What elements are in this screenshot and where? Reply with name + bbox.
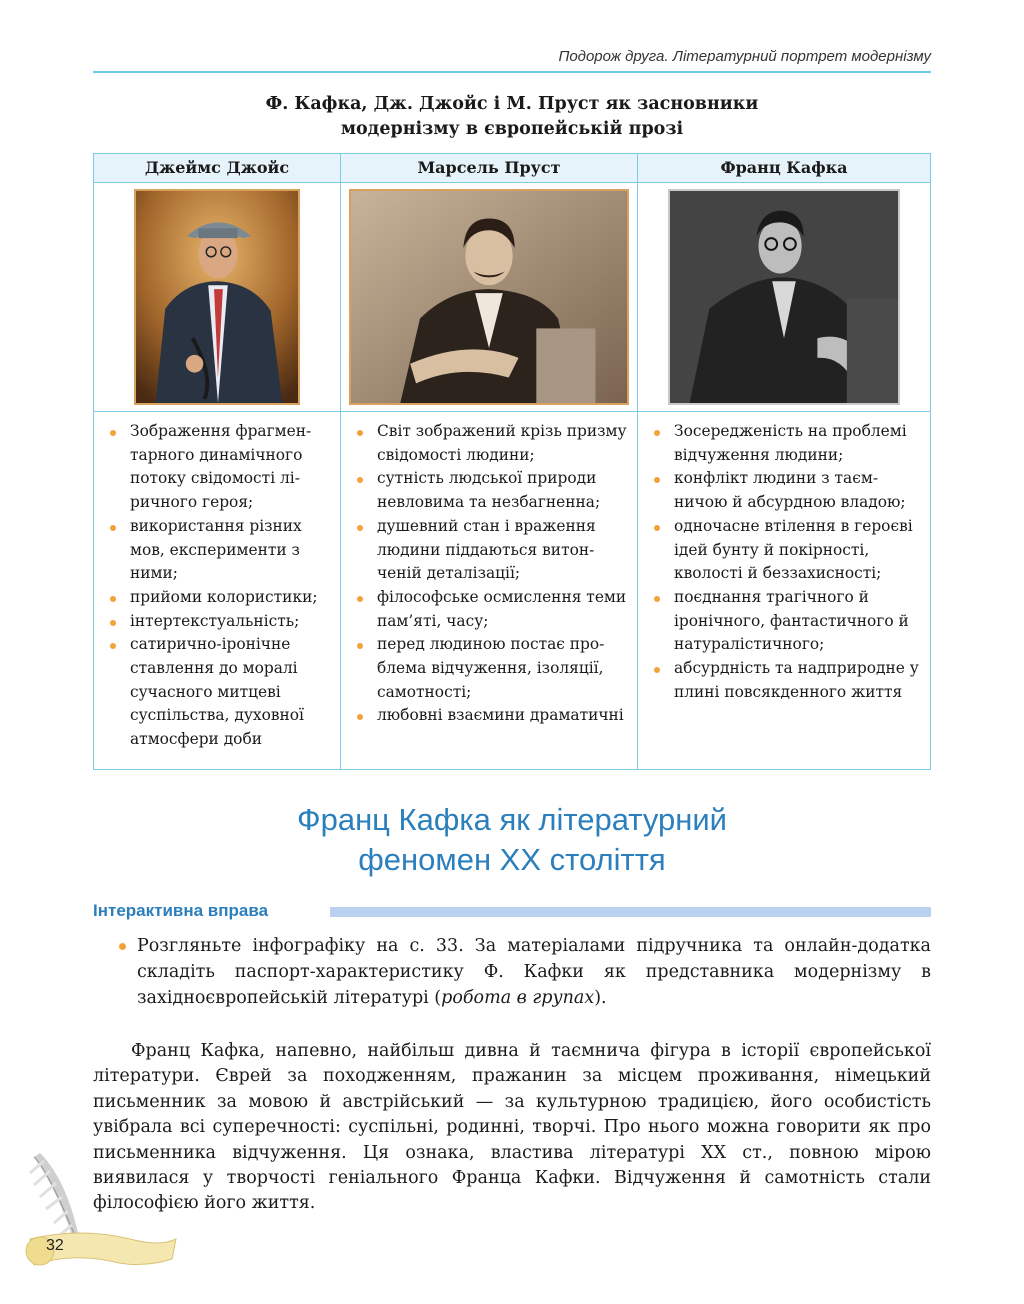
photo-cell-kafka — [638, 183, 930, 412]
column-joyce — [94, 154, 340, 769]
joyce-features-list — [94, 412, 340, 752]
task-text-end: ). — [594, 988, 607, 1008]
section-heading-line-2: феномен XX століття — [358, 842, 666, 877]
section-heading-line-1: Франц Кафка як літературний — [297, 802, 727, 837]
table-title — [93, 92, 931, 142]
list-item: поєднання трагічного й іронічного, фантастичного й натуралістичного; — [650, 586, 924, 657]
list-item: філософське осмислення теми пам’яті, часу; — [353, 586, 631, 633]
exercise-label: Інтерактивна вправа — [93, 901, 276, 921]
joyce-portrait-photo — [134, 189, 300, 405]
column-proust — [340, 154, 637, 769]
column-kafka — [637, 154, 930, 769]
list-item: абсурдність та надприродне у плині повсякденного життя — [650, 657, 924, 704]
list-item: інтертекстуальність; — [106, 610, 334, 634]
exercise-task — [115, 933, 931, 1011]
task-text: Розгляньте інфографіку на с. 33. За матеріалами підручника та онлайн-додатка складіть паспорт-характеристику Ф. Кафки як представника модернізму в західноєвропейській літературі ( — [137, 936, 931, 1008]
list-item: Зображення фрагментарного динамічного потоку свідомості ліричного героя; — [106, 420, 334, 515]
task-italic-text: робота в групах — [441, 988, 595, 1008]
list-item: конфлікт людини з таємничою й абсурдною владою; — [650, 467, 924, 514]
page-number: 32 — [46, 1237, 64, 1254]
list-item: Світ зображений крізь призму свідомості людини; — [353, 420, 631, 467]
section-heading — [93, 800, 931, 880]
list-item: перед людиною постає проблема відчуження, ізоляції, самотності; — [353, 633, 631, 704]
body-paragraph: Франц Кафка, напевно, найбільш дивна й таємнича фігура в історії європейської літератури. Єврей за походженням, пражанин за місцем проживання, німецький письменник за мовою й австрійський — за культурною традицією, його особистість увібрала всі суперечності: суспільні, родинні, творчі. Про нього можна говорити як про письменника відчуження. Ця ознака, властива літературі XX ст., повною мірою виявилася у творчості геніального Франца Кафки. Відчуження й самотність стали філософією його життя. — [93, 1041, 931, 1214]
list-item: сатирично-іронічне ставлення до моралі сучасного митцеві суспільства, духовної атмосфери доби — [106, 633, 334, 752]
list-item: Зосередженість на проблемі відчуження людини; — [650, 420, 924, 467]
column-header-kafka: Франц Кафка — [638, 154, 930, 183]
column-header-proust: Марсель Пруст — [341, 154, 637, 183]
photo-cell-proust — [341, 183, 637, 412]
table-title-line-2: модернізму в європейській прозі — [340, 119, 684, 139]
proust-features-list — [341, 412, 637, 728]
kafka-portrait-photo — [668, 189, 900, 405]
list-item: використання різних мов, експерименти з ними; — [106, 515, 334, 586]
column-header-joyce: Джеймс Джойс — [94, 154, 340, 183]
list-item: одночасне втілення в героєві ідей бунту й покірності, кволості й беззахисності; — [650, 515, 924, 586]
list-item: душевний стан і враження людини піддаються витонченій деталізації; — [353, 515, 631, 586]
header-divider — [93, 71, 931, 73]
photo-cell-joyce — [94, 183, 340, 412]
list-item: прийоми колористики; — [106, 586, 334, 610]
kafka-features-list — [638, 412, 930, 704]
table-title-line-1: Ф. Кафка, Дж. Джойс і М. Пруст як засновники — [265, 94, 759, 114]
list-item: сутність людської природи невловима та незбагненна; — [353, 467, 631, 514]
comparison-table — [93, 153, 931, 770]
quill-scroll-icon — [20, 1143, 180, 1273]
exercise-divider-bar — [330, 907, 931, 917]
list-item: любовні взаємини драматичні — [353, 704, 631, 728]
running-header: Подорож друга. Літературний портрет модернізму — [558, 48, 931, 65]
proust-portrait-photo — [349, 189, 629, 405]
